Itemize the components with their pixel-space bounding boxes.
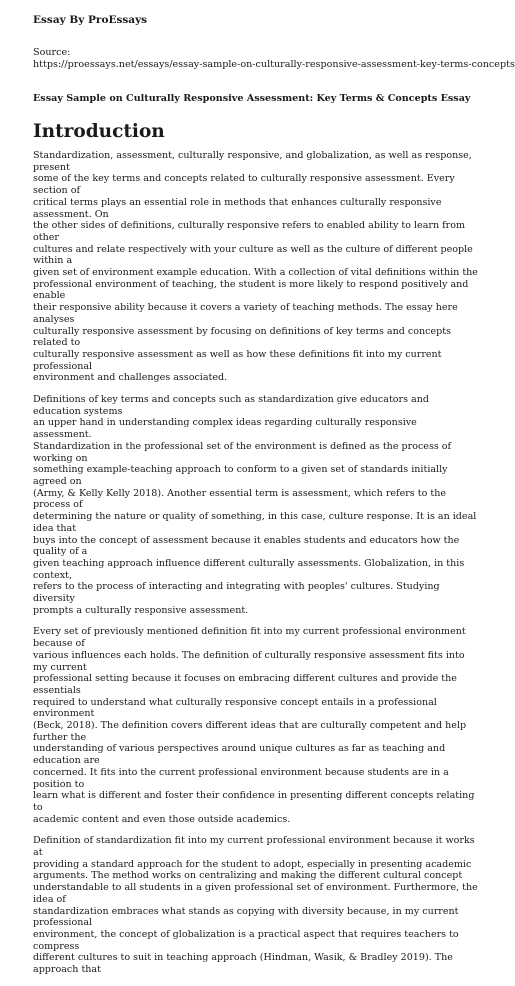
essay-title: Essay Sample on Culturally Responsive Assessment: Key Terms & Concepts Essay <box>33 93 471 104</box>
source-label: Source: <box>33 47 71 58</box>
section-heading: Introduction <box>33 121 165 142</box>
source-link[interactable]: https://proessays.net/essays/essay-sample-on-culturally-responsive-assessment-key-terms-concepts <box>33 59 515 70</box>
paragraph: Definition of standardization fit into my current professional environment because it works at providing a standard approach for the student to adopt, especially in presenting academic arguments. The method works on centralizing and making the different cultural concept understandable to all students in a given professional set of environment. Furthermore, the idea of standardization embraces what stands as copying with diversity because, in my current professional environment, the concept of globalization is a practical aspect that requires teachers to compress different cultures to suit in teaching approach (Hindman, Wasik, & Bradley 2019). The approach that <box>33 835 478 976</box>
brand-name: Essay By ProEssays <box>33 14 148 26</box>
paragraph: Standardization, assessment, culturally responsive, and globalization, as well as response, present some of the key terms and concepts related to culturally responsive assessment. Every section of critical terms plays an essential role in methods that enhances culturally responsive assessment. On the other sides of definitions, culturally responsive refers to enabled ability to learn from other cultures and relate respectively with your culture as well as the culture of different people within a given set of environment example education. With a collection of vital definitions within the professional environment of teaching, the student is more likely to respond positively and enable their responsive ability because it covers a variety of teaching methods. The essay here analyses culturally responsive assessment by focusing on definitions of key terms and concepts related to culturally responsive assessment as well as how these definitions fit into my current professional environment and challenges associated. <box>33 150 478 384</box>
essay-body <box>33 150 478 986</box>
paragraph: Definitions of key terms and concepts such as standardization give educators and education systems an upper hand in understanding complex ideas regarding culturally responsive assessment. Standardization in the professional set of the environment is defined as the process of working on something example-teaching approach to conform to a given set of standards initially agreed on (Army, & Kelly Kelly 2018). Another essential term is assessment, which refers to the process of determining the nature or quality of something, in this case, culture response. It is an ideal idea that buys into the concept of assessment because it enables students and educators how the quality of a given teaching approach influence different culturally assessments. Globalization, in this context, refers to the process of interacting and integrating with peoples' cultures. Studying diversity prompts a culturally responsive assessment. <box>33 394 477 616</box>
paragraph: Every set of previously mentioned definition fit into my current professional environment because of various influences each holds. The definition of culturally responsive assessment fits into my current professional setting because it focuses on embracing different cultures and provide the essentials required to understand what culturally responsive concept entails in a professional environment (Beck, 2018). The definition covers different ideas that are culturally competent and help further the understanding of various perspectives around unique cultures as far as teaching and education are concerned. It fits into the current professional environment because students are in a position to learn what is different and foster their confidence in presenting different concepts relating to academic content and even those outside academics. <box>33 626 475 825</box>
